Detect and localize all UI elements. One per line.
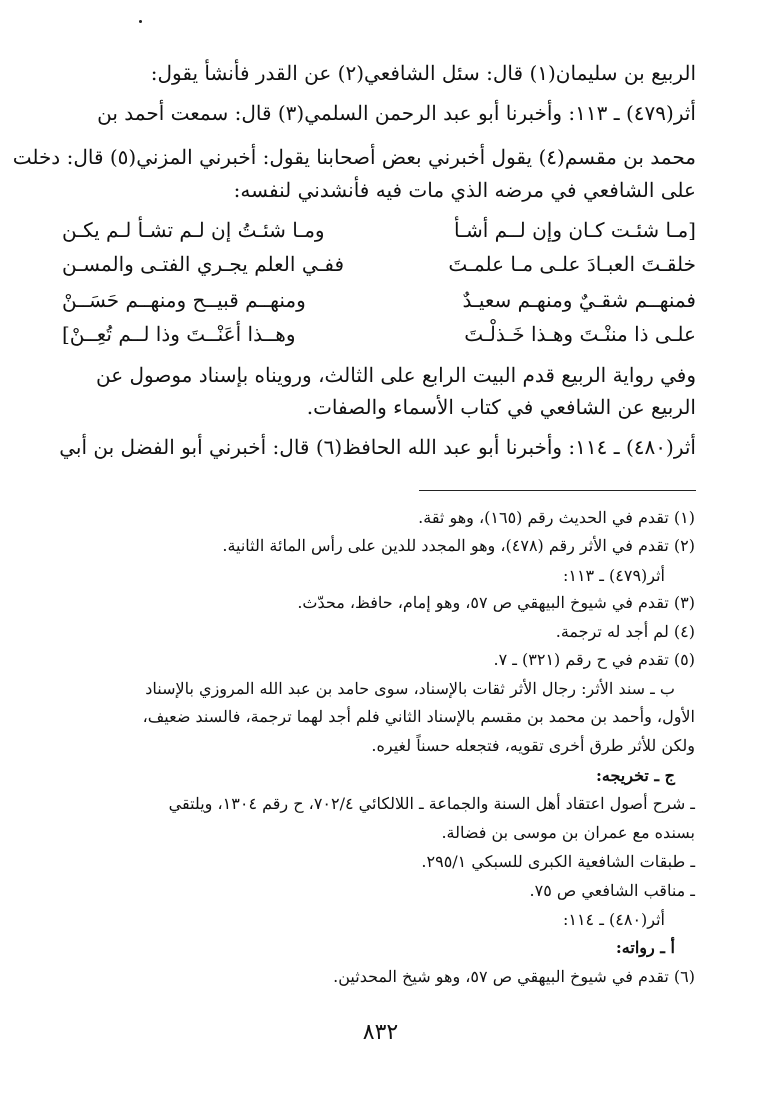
text-line: أثر(٤٨٠) ـ ١١٤: وأخبرنا أبو عبد الله الحافظ(٦) قال: أخبرني أبو الفضل بن أبي	[59, 435, 696, 459]
verse-hemistich-second: ففـي العلم يجـري الفتـى والمسـن	[62, 252, 345, 276]
footnote-line: ـ شرح أصول اعتقاد أهل السنة والجماعة ـ اللالكائي ٧٠٢/٤، ح رقم ١٣٠٤، ويلتقي	[168, 794, 695, 813]
footnote-line: الأول، وأحمد بن محمد بن مقسم بالإسناد الثاني فلم أجد لهما ترجمة، فالسند ضعيف،	[142, 707, 695, 726]
verse-line	[62, 218, 696, 248]
footnote-heading: أ ـ رواته:	[615, 938, 675, 957]
footnote-line: (١) تقدم في الحديث رقم (١٦٥)، وهو ثقة.	[418, 508, 695, 527]
text-line: أثر(٤٧٩) ـ ١١٣: وأخبرنا أبو عبد الرحمن السلمي(٣) قال: سمعت أحمد بن	[97, 101, 696, 125]
text-line: وفي رواية الربيع قدم البيت الرابع على الثالث، ورويناه بإسناد موصول عن	[95, 363, 696, 387]
footnote-line: ب ـ سند الأثر: رجال الأثر ثقات بالإسناد، سوى حامد بن عبد الله المروزي بالإسناد	[145, 679, 675, 698]
text-line: الربيع عن الشافعي في كتاب الأسماء والصفات.	[306, 395, 696, 419]
verse-line	[62, 322, 696, 352]
verse-hemistich-first: [مـا شئـت كـان وإن لــم أشـأ	[453, 218, 696, 242]
footnote-line: (٢) تقدم في الأثر رقم (٤٧٨)، وهو المجدد للدين على رأس المائة الثانية.	[222, 536, 695, 555]
verse-hemistich-first: علـى ذا مننْـتَ وهـذا خَـذلْـتَ	[464, 322, 696, 346]
footnote-line: ـ مناقب الشافعي ص ٧٥.	[529, 881, 695, 900]
footnote-line: أثر(٤٨٠) ـ ١١٤:	[562, 910, 665, 929]
footnote-line: ـ طبقات الشافعية الكبرى للسبكي ٢٩٥/١.	[421, 852, 695, 871]
page-number: ٨٣٢	[362, 1020, 399, 1045]
text-line: على الشافعي في مرضه الذي مات فيه فأنشدني لنفسه:	[233, 178, 696, 202]
footnote-line: (٥) تقدم في ح رقم (٣٢١) ـ ٧.	[493, 650, 695, 669]
text-line: الربيع بن سليمان(١) قال: سئل الشافعي(٢) عن القدر فأنشأ يقول:	[150, 61, 696, 85]
footnote-line: (٦) تقدم في شيوخ البيهقي ص ٥٧، وهو شيخ المحدثين.	[333, 967, 695, 986]
footnote-line: ولكن للأثر طرق أخرى تقويه، فتجعله حسناً لغيره.	[371, 736, 695, 755]
footnote-line: أثر(٤٧٩) ـ ١١٣:	[562, 566, 665, 585]
margin-dot	[139, 20, 142, 23]
verse-line	[62, 252, 696, 282]
verse-hemistich-second: ومنهــم قبيــح ومنهــم حَسَــنْ	[62, 288, 306, 312]
verse-hemistich-first: خلقـتَ العبـادَ علـى مـا علمـتَ	[448, 252, 696, 276]
verse-hemistich-first: فمنهــم شقـيٌ ومنهـم سعيـدٌ	[462, 288, 696, 312]
main-paragraph-2	[59, 362, 696, 462]
footnote-line: (٤) لم أجد له ترجمة.	[555, 622, 695, 641]
verse-hemistich-second: ومـا شئـتُ إن لـم تشـأ لـم يكـن	[62, 218, 325, 242]
footnote-heading: ج ـ تخريجه:	[595, 766, 675, 785]
footnote-separator	[419, 490, 696, 491]
footnote-line: بسنده مع عمران بن موسى بن فضالة.	[441, 823, 695, 842]
footnote-line: (٣) تقدم في شيوخ البيهقي ص ٥٧، وهو إمام، حافظ، محدّث.	[297, 593, 695, 612]
text-line: محمد بن مقسم(٤) يقول أخبرني بعض أصحابنا يقول: أخبرني المزني(٥) قال: دخلت	[12, 145, 696, 169]
verse-hemistich-second: وهــذا أعَنْــتَ وذا لــم تُعِــنْ]	[62, 322, 296, 346]
verse-line	[62, 288, 696, 318]
main-paragraph-1	[12, 60, 696, 202]
